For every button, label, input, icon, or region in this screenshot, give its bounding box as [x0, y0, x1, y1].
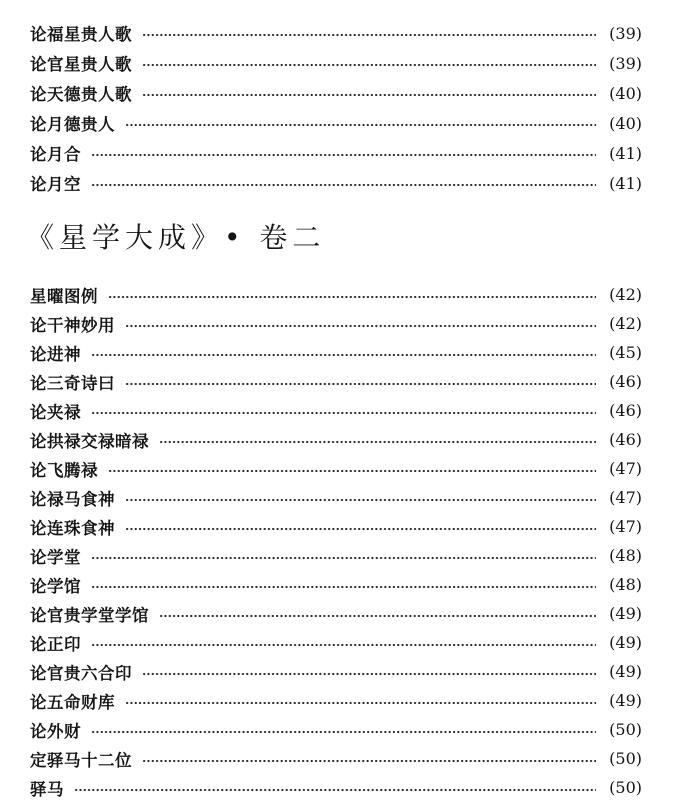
dot-leader: [125, 123, 596, 127]
toc-list-section: [30, 280, 642, 802]
toc-entry-title: 论三奇诗曰: [30, 373, 115, 393]
dot-leader: [125, 498, 596, 502]
toc-entry-title: 论五命财库: [30, 692, 115, 712]
toc-entry-title: 论学馆: [30, 576, 81, 596]
toc-entry-page: (47): [609, 488, 642, 507]
toc-entry-page: (41): [609, 173, 642, 193]
dot-leader: [91, 353, 596, 357]
toc-entry-title: 驿马: [30, 779, 64, 799]
toc-entry-title: 论外财: [30, 721, 81, 741]
toc-entry[interactable]: [30, 541, 642, 570]
toc-entry-title: 论官贵学堂学馆: [30, 605, 149, 625]
toc-entry-page: (48): [609, 575, 642, 594]
dot-leader: [91, 153, 596, 157]
toc-entry-page: (46): [609, 430, 642, 449]
toc-entry-page: (45): [609, 343, 642, 362]
dot-leader: [91, 730, 596, 734]
toc-entry-title: 论禄马食神: [30, 489, 115, 509]
dot-leader: [142, 63, 596, 67]
dot-leader: [142, 93, 596, 97]
toc-entry-page: (50): [609, 720, 642, 739]
toc-entry-page: (47): [609, 459, 642, 478]
toc-entry[interactable]: [30, 512, 642, 541]
toc-entry-title: 论学堂: [30, 547, 81, 567]
toc-entry-title: 论正印: [30, 634, 81, 654]
dot-leader: [142, 672, 596, 676]
dot-leader: [125, 324, 596, 328]
toc-entry[interactable]: [30, 338, 642, 367]
toc-entry-title: 论月合: [30, 145, 81, 164]
toc-entry[interactable]: [30, 744, 642, 773]
toc-entry-title: 论拱禄交禄暗禄: [30, 431, 149, 451]
toc-entry[interactable]: [30, 599, 642, 628]
dot-leader: [125, 382, 596, 386]
toc-entry-title: 论天德贵人歌: [30, 85, 132, 104]
toc-entry-page: (47): [609, 517, 642, 536]
toc-entry-page: (39): [609, 23, 642, 43]
toc-entry-title: 论连珠食神: [30, 518, 115, 538]
dot-leader: [159, 614, 596, 618]
toc-entry-page: (49): [609, 633, 642, 652]
toc-entry-title: 论官星贵人歌: [30, 55, 132, 74]
toc-entry[interactable]: [30, 78, 642, 108]
toc-entry[interactable]: [30, 425, 642, 454]
toc-entry[interactable]: [30, 168, 642, 198]
toc-entry-page: (40): [609, 83, 642, 103]
toc-entry-page: (50): [609, 749, 642, 768]
toc-entry-title: 论官贵六合印: [30, 663, 132, 683]
dot-leader: [159, 440, 596, 444]
toc-entry[interactable]: [30, 628, 642, 657]
toc-entry-title: 论干神妙用: [30, 315, 115, 335]
toc-entry-page: (42): [609, 285, 642, 304]
dot-leader: [108, 469, 596, 473]
toc-entry[interactable]: [30, 686, 642, 715]
toc-entry-page: (40): [609, 113, 642, 133]
section-heading: 《星学大成》• 卷二: [26, 221, 326, 254]
toc-entry-page: (46): [609, 401, 642, 420]
toc-entry-page: (48): [609, 546, 642, 565]
toc-entry-page: (49): [609, 691, 642, 710]
toc-entry-title: 论月空: [30, 175, 81, 194]
toc-entry-title: 论飞腾禄: [30, 460, 98, 480]
dot-leader: [142, 33, 596, 37]
dot-leader: [91, 643, 596, 647]
dot-leader: [91, 411, 596, 415]
toc-entry-title: 定驿马十二位: [30, 750, 132, 770]
dot-leader: [74, 788, 596, 792]
toc-entry[interactable]: [30, 48, 642, 78]
toc-entry[interactable]: [30, 367, 642, 396]
toc-entry-title: 星曜图例: [30, 286, 98, 306]
dot-leader: [142, 759, 596, 763]
dot-leader: [91, 183, 596, 187]
toc-entry[interactable]: [30, 570, 642, 599]
toc-entry[interactable]: [30, 396, 642, 425]
toc-entry-title: 论夹禄: [30, 402, 81, 422]
dot-leader: [91, 585, 596, 589]
toc-entry[interactable]: [30, 138, 642, 168]
toc-entry[interactable]: [30, 454, 642, 483]
toc-entry-page: (42): [609, 314, 642, 333]
toc-entry[interactable]: [30, 773, 642, 802]
dot-leader: [125, 527, 596, 531]
dot-leader: [125, 701, 596, 705]
toc-entry[interactable]: [30, 483, 642, 512]
toc-entry[interactable]: [30, 715, 642, 744]
toc-entry-title: 论进神: [30, 344, 81, 364]
toc-entry-page: (49): [609, 604, 642, 623]
toc-entry[interactable]: [30, 18, 642, 48]
dot-leader: [91, 556, 596, 560]
toc-entry-page: (41): [609, 143, 642, 163]
toc-entry-title: 论月德贵人: [30, 115, 115, 134]
toc-entry-page: (49): [609, 662, 642, 681]
toc-entry[interactable]: [30, 657, 642, 686]
toc-entry-page: (46): [609, 372, 642, 391]
toc-entry[interactable]: [30, 309, 642, 338]
dot-leader: [108, 295, 596, 299]
toc-entry[interactable]: [30, 108, 642, 138]
toc-entry-page: (50): [609, 778, 642, 797]
toc-entry[interactable]: [30, 280, 642, 309]
toc-entry-page: (39): [609, 53, 642, 73]
toc-list-top: [30, 18, 642, 198]
toc-entry-title: 论福星贵人歌: [30, 25, 132, 44]
